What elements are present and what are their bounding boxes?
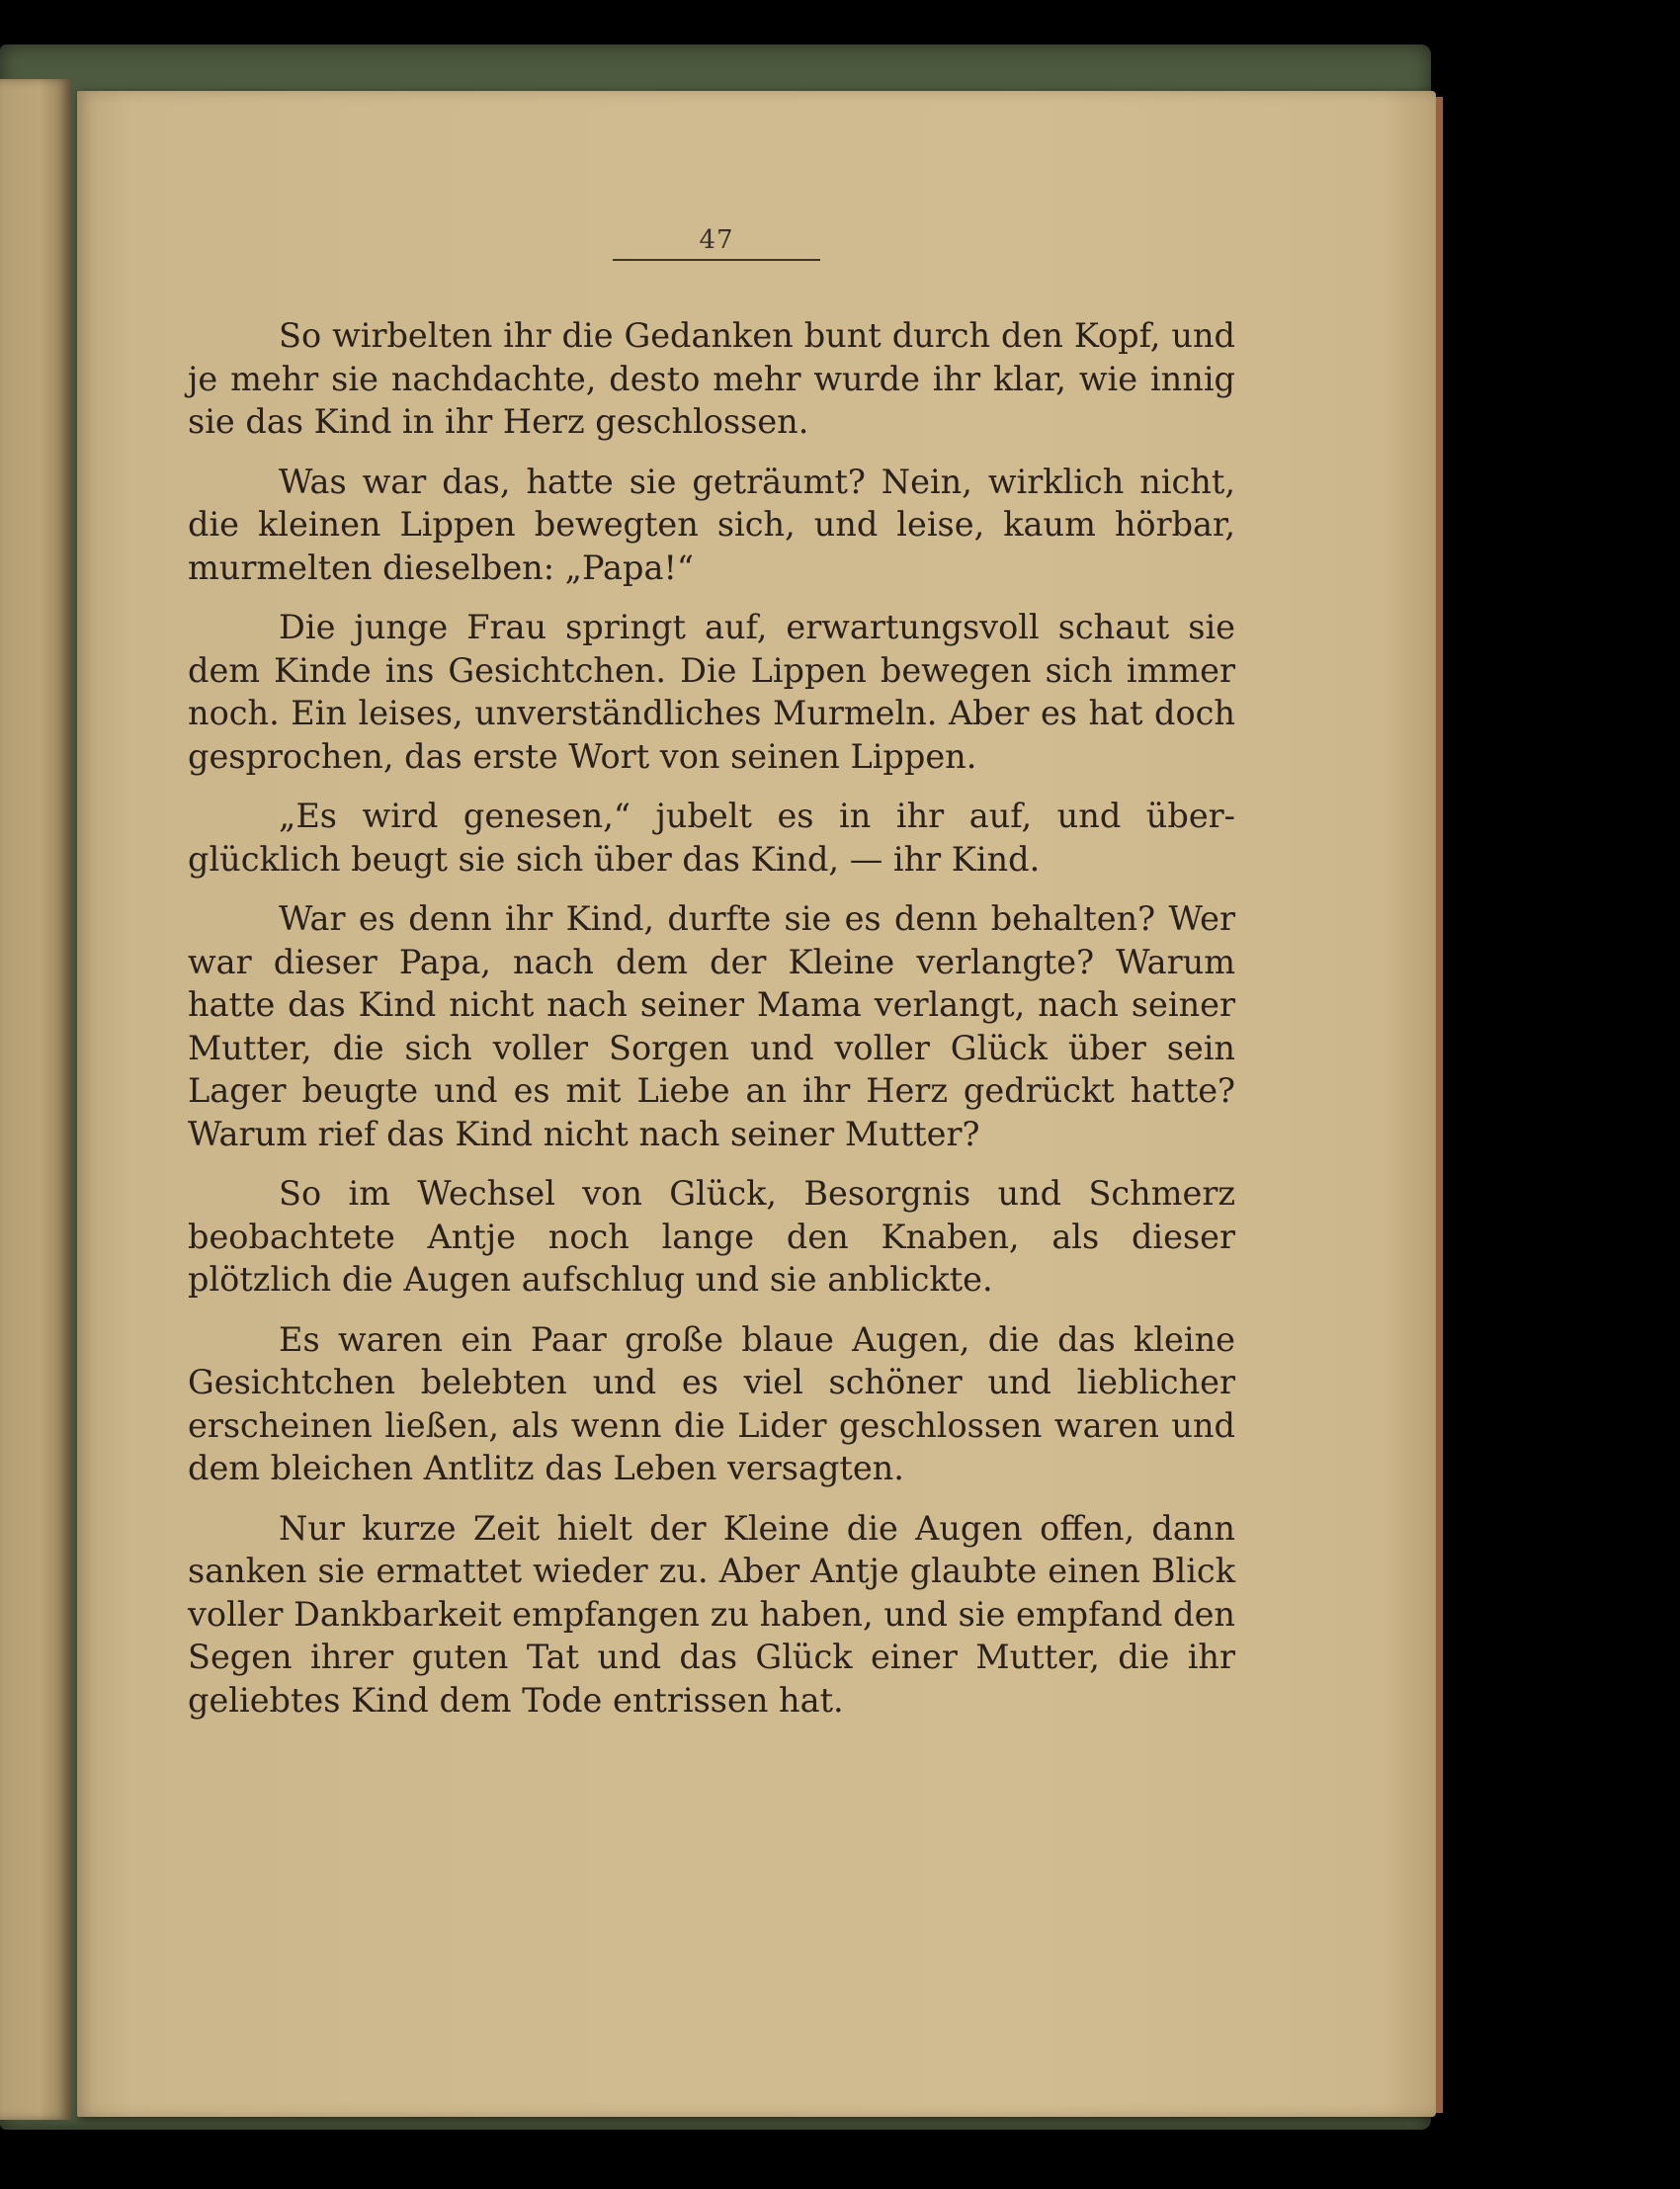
paragraph: Es waren ein Paar große blaue Augen, die das kleine Gesichtchen belebten und es viel schöner und lieblicher erscheinen ließen, als wenn die Lider geschlossen waren und dem bleichen Antlitz das Leben versagten. — [188, 1319, 1235, 1487]
paragraph: War es denn ihr Kind, durfte sie es denn behalten? Wer war dieser Papa, nach dem der Kleine verlangte? Warum hatte das Kind nicht nach seiner Mama verlangt, nach seiner Mutter, die sich voller Sorgen und voller Glück über sein Lager beugte und es mit Liebe an ihr Herz gedrückt hatte? Warum rief das Kind nicht nach seiner Mutter? — [188, 899, 1235, 1153]
paragraph: Die junge Frau springt auf, erwartungsvoll schaut sie dem Kinde ins Gesichtchen. Die Lippen bewegen sich immer noch. Ein leises, unverständliches Murmeln. Aber es hat doch gesprochen, das erste Wort von seinen Lippen. — [188, 608, 1235, 776]
paragraph: So im Wechsel von Glück, Besorgnis und Schmerz beobachtete Antje noch lange den Knaben, als dieser plötzlich die Augen aufschlug und sie anblickte. — [188, 1174, 1235, 1299]
page-number: 47 — [699, 225, 734, 255]
paragraph: „Es wird genesen,“ jubelt es in ihr auf, und überglücklich beugt sie sich über das Kind, — ihr Kind. — [188, 797, 1235, 879]
paragraph: So wirbelten ihr die Gedanken bunt durch den Kopf, und je mehr sie nachdachte, desto mehr wurde ihr klar, wie innig sie das Kind in ihr Herz geschlossen. — [188, 316, 1235, 441]
left-page-edge — [0, 79, 71, 2120]
paragraph: Was war das, hatte sie geträumt? Nein, wirklich nicht, die kleinen Lippen bewegten sich, und leise, kaum hörbar, murmelten dieselben: „Papa!“ — [188, 462, 1235, 587]
body-text — [188, 314, 1235, 1722]
page-block-edge — [1436, 97, 1443, 2113]
paragraph: Nur kurze Zeit hielt der Kleine die Augen offen, dann sanken sie ermattet wieder zu. Aber Antje glaubte einen Blick voller Dankbarkeit empfangen zu haben, und sie empfand den Segen ihrer guten Tat und das Glück einer Mutter, die ihr geliebtes Kind dem Tode entrissen hat. — [188, 1508, 1235, 1720]
header-rule — [613, 259, 820, 261]
